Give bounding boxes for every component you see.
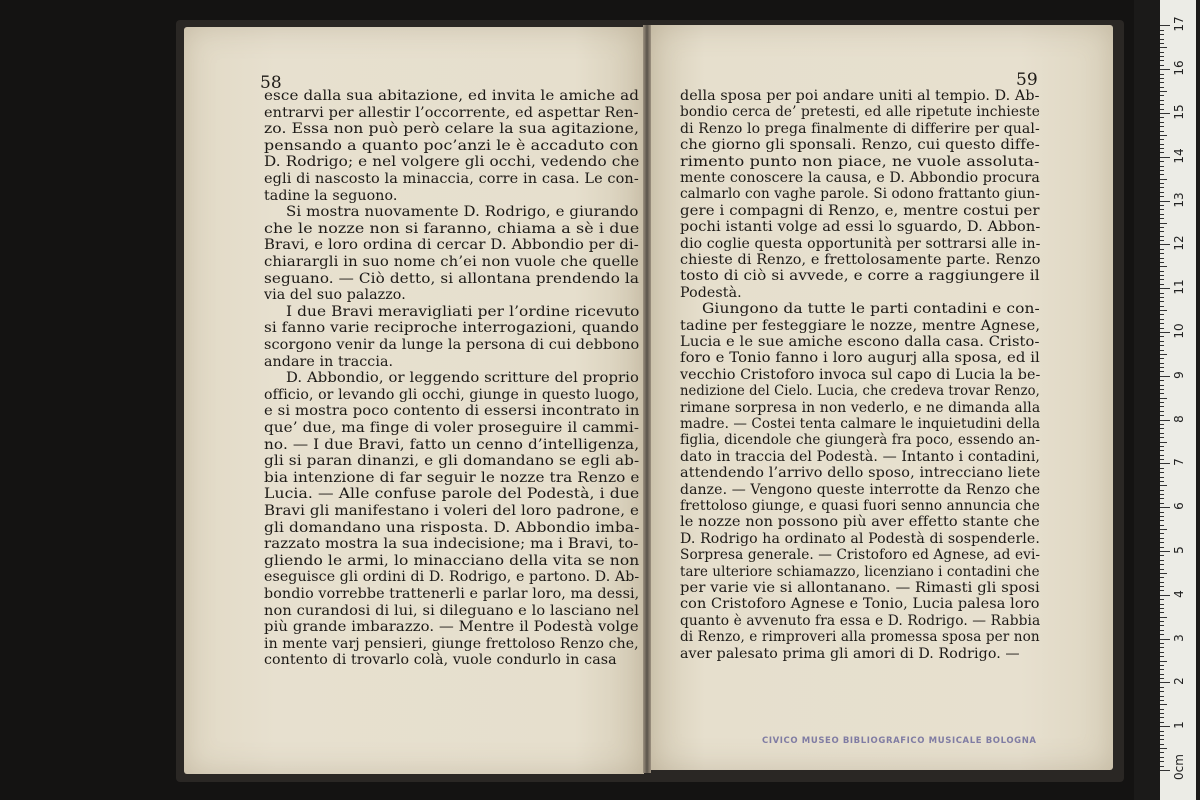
ruler-tick (1160, 551, 1170, 552)
ruler-tick (1160, 442, 1167, 443)
text-line: Lucia. — Alle confuse parole del Podestà, i due (264, 486, 640, 503)
ruler-tick (1160, 152, 1164, 153)
ruler-tick (1160, 87, 1164, 88)
text-line: danze. — Vengono queste interrotte da Renzo che (680, 481, 1041, 498)
text-line: I due Bravi meravigliati per l’ordine ricevuto (286, 303, 640, 320)
ruler-number: 13 (1172, 191, 1186, 208)
left-page-text (264, 88, 639, 668)
text-line: chieste di Renzo, e frettolosamente parte. Renzo (680, 252, 1041, 268)
text-line: figlia, dicendole che giungerà fra poco, essendo an- (680, 432, 1041, 449)
ruler-tick (1160, 490, 1164, 491)
ruler-tick (1160, 748, 1167, 749)
ruler-tick (1160, 363, 1164, 364)
ruler-tick (1160, 415, 1164, 416)
ruler-tick (1160, 209, 1164, 210)
ruler-tick (1160, 350, 1164, 351)
ruler-tick (1160, 520, 1164, 521)
ruler-tick (1160, 661, 1167, 662)
text-line: non curandosi di lui, si dileguano e lo lasciano nel (264, 602, 640, 619)
ruler-tick (1160, 297, 1164, 298)
ruler-tick (1160, 766, 1164, 767)
ruler-tick (1160, 358, 1164, 359)
text-line: D. Rodrigo; e nel volgere gli occhi, vedendo che (264, 154, 640, 171)
text-line: Bravi, e loro ordina di cercar D. Abbondio per di- (264, 237, 639, 254)
text-line: contento di trovarlo colà, vuole condurlo in casa (264, 652, 617, 669)
ruler-tick (1160, 582, 1164, 583)
text-line: zo. Essa non può però celare la sua agitazione, (264, 121, 640, 138)
ruler-tick (1160, 47, 1167, 48)
ruler-tick (1160, 411, 1164, 412)
ruler-tick (1160, 463, 1170, 464)
ruler-tick (1160, 402, 1164, 403)
ruler-tick (1160, 735, 1164, 736)
ruler-tick (1160, 271, 1164, 272)
right-page-number: 59 (1016, 70, 1038, 90)
ruler-tick (1160, 555, 1164, 556)
ruler-tick (1160, 455, 1164, 456)
ruler-tick (1160, 498, 1164, 499)
ruler-tick (1160, 639, 1170, 640)
ruler-tick (1160, 468, 1164, 469)
text-line: quanto è avvenuto fra essa e D. Rodrigo. — Rabbia (680, 612, 1041, 629)
ruler-tick (1160, 144, 1164, 145)
text-line: esce dalla sua abitazione, ed invita le amiche ad (264, 88, 640, 104)
text-line: frettoloso giunge, e quasi fuori senno annuncia che (680, 498, 1040, 514)
ruler-tick (1160, 590, 1164, 591)
ruler-tick (1160, 205, 1164, 206)
ruler-tick (1160, 757, 1164, 758)
text-line: tare ulteriore schiamazzo, licenziano i contadini che (680, 563, 1040, 580)
ruler-tick (1160, 39, 1164, 40)
ruler-tick (1160, 717, 1164, 718)
ruler-tick (1160, 174, 1164, 175)
ruler-tick (1160, 354, 1167, 355)
ruler-tick (1160, 643, 1164, 644)
ruler-tick (1160, 459, 1164, 460)
text-line: pochi istanti volge ad essi lo sguardo, D. Abbon- (680, 219, 1041, 236)
ruler-tick (1160, 170, 1164, 171)
ruler-number: 5 (1172, 546, 1186, 554)
ruler-tick (1160, 104, 1164, 105)
text-line: di Renzo, e rimproveri alla promessa sposa per non (680, 629, 1040, 646)
ruler-tick (1160, 525, 1164, 526)
ruler-number: 17 (1172, 16, 1186, 33)
ruler-tick (1160, 231, 1164, 232)
ruler-tick (1160, 227, 1164, 228)
ruler-tick (1160, 704, 1167, 705)
ruler-tick (1160, 249, 1164, 250)
ruler-tick (1160, 691, 1164, 692)
ruler-tick (1160, 131, 1164, 132)
text-line: gere i compagni di Renzo, e, mentre costui per (680, 202, 1040, 219)
text-line: Podestà. (680, 284, 742, 301)
book-gutter (643, 25, 651, 773)
ruler-tick (1160, 109, 1164, 110)
ruler-tick (1160, 201, 1170, 202)
text-line: D. Abbondio, or leggendo scritture del proprio (286, 370, 640, 387)
ruler-tick (1160, 148, 1164, 149)
text-line: Lucia e le sue amiche escono dalla casa. Cristo- (680, 334, 1040, 350)
ruler-tick (1160, 516, 1164, 517)
text-line: per varie vie si allontanano. — Rimasti gli sposi (680, 580, 1040, 596)
ruler-tick (1160, 393, 1164, 394)
text-line: bia intenzione di far seguir le nozze tra Renzo e (264, 469, 640, 486)
text-line: dato in traccia del Podestà. — Intanto i contadini, (680, 448, 1041, 465)
ruler-number: 1 (1172, 721, 1186, 730)
ruler-tick (1160, 647, 1164, 648)
ruler-tick (1160, 314, 1164, 315)
ruler-number: 8 (1172, 414, 1186, 423)
text-line: mente conoscere la causa, e D. Abbondio procura (680, 170, 1040, 186)
text-line: razzato mostra la sua indecisione; ma i Bravi, to- (264, 536, 639, 553)
text-line: nedizione del Cielo. Lucia, che credeva trovar Renzo, (680, 383, 1040, 400)
ruler-tick (1160, 288, 1170, 289)
ruler-tick (1160, 503, 1164, 504)
ruler-tick (1160, 65, 1164, 66)
ruler-tick (1160, 192, 1164, 193)
text-line: gli domandano una risposta. D. Abbondio imba- (264, 519, 640, 536)
ruler-tick (1160, 323, 1164, 324)
text-line: eseguisce gli ordini di D. Rodrigo, e partono. D. Ab- (264, 569, 640, 586)
ruler-tick (1160, 341, 1164, 342)
ruler-tick (1160, 700, 1164, 701)
ruler-tick (1160, 187, 1164, 188)
ruler-tick (1160, 113, 1170, 114)
text-line: seguano. — Ciò detto, si allontana prendendo la (264, 270, 640, 287)
ruler-tick (1160, 244, 1170, 245)
text-line: madre. — Costei tenta calmare le inquietudini della (680, 416, 1041, 432)
right-page-text (680, 88, 1040, 668)
ruler-tick (1160, 306, 1164, 307)
ruler-tick (1160, 634, 1164, 635)
ruler-tick (1160, 367, 1164, 368)
ruler-tick (1160, 604, 1164, 605)
ruler-tick (1160, 139, 1164, 140)
text-line: Giungono da tutte le parti contadini e con- (702, 301, 1040, 318)
ruler-tick (1160, 262, 1164, 263)
ruler-tick (1160, 731, 1164, 732)
ruler-tick (1160, 161, 1164, 162)
ruler-tick (1160, 43, 1164, 44)
ruler-tick (1160, 744, 1164, 745)
ruler-tick (1160, 406, 1164, 407)
ruler-tick (1160, 82, 1164, 83)
text-line: le nozze non possono più aver effetto stante che (680, 514, 1040, 531)
ruler-tick (1160, 52, 1164, 53)
ruler-tick (1160, 608, 1164, 609)
ruler-tick (1160, 529, 1167, 530)
text-line: andare in traccia. (264, 353, 394, 370)
ruler-number: 2 (1172, 677, 1186, 686)
ruler-tick (1160, 687, 1164, 688)
ruler-tick (1160, 446, 1164, 447)
ruler-tick (1160, 494, 1164, 495)
text-line: rimane sorpresa in non vederlo, e ne dimanda alla (680, 399, 1041, 416)
text-line: più grande imbarazzo. — Mentre il Podestà volge (264, 619, 639, 636)
ruler-tick (1160, 507, 1170, 508)
ruler-tick (1160, 398, 1167, 399)
ruler-unit-label: 0cm (1172, 754, 1186, 780)
text-line: que’ due, ma finge di voler proseguire il cammi- (264, 420, 640, 436)
ruler-number: 10 (1172, 323, 1186, 339)
ruler-tick (1160, 533, 1164, 534)
ruler-tick (1160, 696, 1164, 697)
text-line: officio, or levando gli occhi, giunge in questo luogo, (264, 386, 640, 403)
ruler-tick (1160, 481, 1164, 482)
ruler-tick (1160, 258, 1164, 259)
ruler-number: 11 (1172, 279, 1186, 295)
ruler-tick (1160, 420, 1170, 421)
ruler-tick (1160, 30, 1164, 31)
text-line: no. — I due Bravi, fatto un cenno d’intelligenza, (264, 436, 640, 453)
library-stamp: CIVICO MUSEO BIBLIOGRAFICO MUSICALE BOLOGNA (762, 736, 1037, 746)
ruler-tick (1160, 669, 1164, 670)
ruler-tick (1160, 599, 1164, 600)
ruler-tick (1160, 56, 1164, 57)
ruler-tick (1160, 450, 1164, 451)
text-line: Si mostra nuovamente D. Rodrigo, e giurando (286, 204, 639, 221)
ruler-tick (1160, 722, 1164, 723)
ruler-tick (1160, 34, 1164, 35)
ruler-number: 16 (1172, 60, 1186, 76)
text-line: tosto di ciò si avvede, e corre a raggiungere il (680, 268, 1040, 285)
ruler-tick (1160, 542, 1164, 543)
ruler-tick (1160, 569, 1164, 570)
ruler-number: 14 (1172, 148, 1186, 164)
ruler-tick (1160, 709, 1164, 710)
left-page-number: 58 (260, 73, 282, 93)
text-line: bondio vorrebbe trattenerli e parlar loro, ma dessi, (264, 586, 640, 602)
ruler-tick (1160, 126, 1164, 127)
text-line: D. Rodrigo ha ordinato al Podestà di sospenderle. (680, 530, 1040, 547)
text-line: dio coglie questa opportunità per sottrarsi alle in- (680, 235, 1041, 252)
text-line: Sorpresa generale. — Cristoforo ed Agnese, ad evi- (680, 547, 1041, 564)
ruler-tick (1160, 617, 1167, 618)
ruler-tick (1160, 433, 1164, 434)
ruler-tick (1160, 236, 1164, 237)
text-line: della sposa per poi andare uniti al tempio. D. Ab- (680, 88, 1040, 104)
text-line: via del suo palazzo. (264, 287, 406, 304)
ruler-tick (1160, 547, 1164, 548)
ruler-tick (1160, 183, 1164, 184)
ruler-tick (1160, 284, 1164, 285)
ruler-tick (1160, 122, 1164, 123)
ruler-tick (1160, 674, 1164, 675)
ruler-tick (1160, 472, 1164, 473)
ruler-tick (1160, 437, 1164, 438)
ruler-tick (1160, 380, 1164, 381)
ruler-tick (1160, 477, 1164, 478)
text-line: gli si paran dinanzi, e gli domandano se egli ab- (264, 453, 640, 470)
text-line: che giorno gli sponsali. Renzo, cui questo diffe- (680, 137, 1040, 154)
ruler-tick (1160, 665, 1164, 666)
text-line: di Renzo lo prega finalmente di differire per qual- (680, 120, 1040, 137)
ruler-number: 15 (1172, 104, 1186, 120)
ruler-tick (1160, 332, 1170, 333)
text-line: entrarvi per allestir l’occorrente, ed aspettar Ren- (264, 104, 639, 121)
ruler-tick (1160, 69, 1170, 70)
ruler-tick (1160, 95, 1164, 96)
ruler-tick (1160, 560, 1164, 561)
ruler-tick (1160, 218, 1164, 219)
ruler-tick (1160, 376, 1170, 377)
ruler-tick (1160, 345, 1164, 346)
ruler-tick (1160, 371, 1164, 372)
ruler-tick (1160, 573, 1167, 574)
ruler-tick (1160, 652, 1164, 653)
text-line: tadine per festeggiare le nozze, mentre Agnese, (680, 317, 1041, 334)
ruler-tick (1160, 117, 1164, 118)
ruler-tick (1160, 621, 1164, 622)
ruler-tick (1160, 713, 1164, 714)
ruler-tick (1160, 60, 1164, 61)
ruler-tick (1160, 385, 1164, 386)
ruler-tick (1160, 214, 1164, 215)
ruler-tick (1160, 428, 1164, 429)
ruler-tick (1160, 25, 1170, 26)
ruler-tick (1160, 240, 1164, 241)
ruler-tick (1160, 275, 1164, 276)
ruler-tick (1160, 135, 1167, 136)
ruler-number: 12 (1172, 235, 1186, 252)
ruler-tick (1160, 100, 1164, 101)
ruler-tick (1160, 279, 1164, 280)
ruler-tick (1160, 726, 1170, 727)
text-line: che le nozze non si faranno, chiama a sè i due (264, 220, 640, 237)
ruler-tick (1160, 74, 1164, 75)
ruler-tick (1160, 301, 1164, 302)
ruler-number: 9 (1172, 370, 1186, 379)
ruler-tick (1160, 253, 1164, 254)
ruler-tick (1160, 682, 1170, 683)
text-line: tadine la seguono. (264, 187, 398, 204)
text-line: pensando a quanto poc’anzi le è accaduto con (264, 137, 639, 154)
ruler-tick (1160, 512, 1164, 513)
text-line: Bravi gli manifestano i voleri del loro padrone, e (264, 503, 639, 519)
ruler-tick (1160, 293, 1164, 294)
ruler-tick (1160, 770, 1170, 771)
ruler-tick (1160, 266, 1167, 267)
ruler-tick (1160, 564, 1164, 565)
ruler-tick (1160, 336, 1164, 337)
ruler-number: 4 (1172, 589, 1186, 598)
ruler-tick (1160, 761, 1164, 762)
ruler-tick (1160, 586, 1164, 587)
ruler-tick (1160, 485, 1167, 486)
ruler-tick (1160, 78, 1164, 79)
ruler-tick (1160, 310, 1167, 311)
ruler-tick (1160, 630, 1164, 631)
ruler-tick (1160, 196, 1164, 197)
text-line: attendendo l’arrivo dello sposo, intrecciano liete (680, 465, 1041, 482)
ruler-tick (1160, 319, 1164, 320)
text-line: scorgono venir da lunge la persona di cui debbono (264, 337, 640, 353)
text-line: foro e Tonio fanno i loro augurj alla sposa, ed il (680, 350, 1040, 367)
text-line: gliendo le armi, lo minacciano della vita se non (264, 552, 640, 569)
ruler-tick (1160, 166, 1164, 167)
ruler-tick (1160, 739, 1164, 740)
text-line: aver palesato prima gli amori di D. Rodrigo. — (680, 645, 1020, 662)
text-line: rimento punto non piace, ne vuole assoluta- (680, 153, 1040, 170)
ruler-tick (1160, 678, 1164, 679)
ruler-number: 3 (1172, 633, 1186, 642)
ruler-tick (1160, 538, 1164, 539)
text-line: in mente varj pensieri, giunge frettoloso Renzo che, (264, 635, 639, 652)
ruler-tick (1160, 157, 1170, 158)
ruler-tick (1160, 577, 1164, 578)
ruler-tick (1160, 595, 1170, 596)
text-line: chiarargli in suo nome ch’ei non vuole che quelle (264, 254, 639, 270)
ruler-tick (1160, 625, 1164, 626)
ruler-tick (1160, 328, 1164, 329)
text-line: con Cristoforo Agnese e Tonio, Lucia palesa loro (680, 596, 1040, 613)
text-line: bondio cerca de’ pretesti, ed alle ripetute inchieste (680, 104, 1040, 121)
ruler-number: 6 (1172, 502, 1186, 511)
ruler-number: 7 (1172, 458, 1186, 467)
text-line: e si mostra poco contento di essersi incontrato in (264, 403, 640, 420)
ruler-tick (1160, 389, 1164, 390)
text-line: calmarlo con vaghe parole. Si odono frattanto giun- (680, 186, 1040, 203)
text-line: si fanno varie reciproche interrogazioni, quando (264, 320, 640, 337)
ruler-tick (1160, 223, 1167, 224)
ruler-tick (1160, 424, 1164, 425)
ruler-tick (1160, 91, 1167, 92)
ruler-tick (1160, 612, 1164, 613)
text-line: vecchio Cristoforo invoca sul capo di Lucia la be- (680, 366, 1041, 383)
ruler-tick (1160, 656, 1164, 657)
ruler-tick (1160, 752, 1164, 753)
text-line: egli di nascosto la minaccia, corre in casa. Le con- (264, 171, 639, 187)
ruler-tick (1160, 179, 1167, 180)
